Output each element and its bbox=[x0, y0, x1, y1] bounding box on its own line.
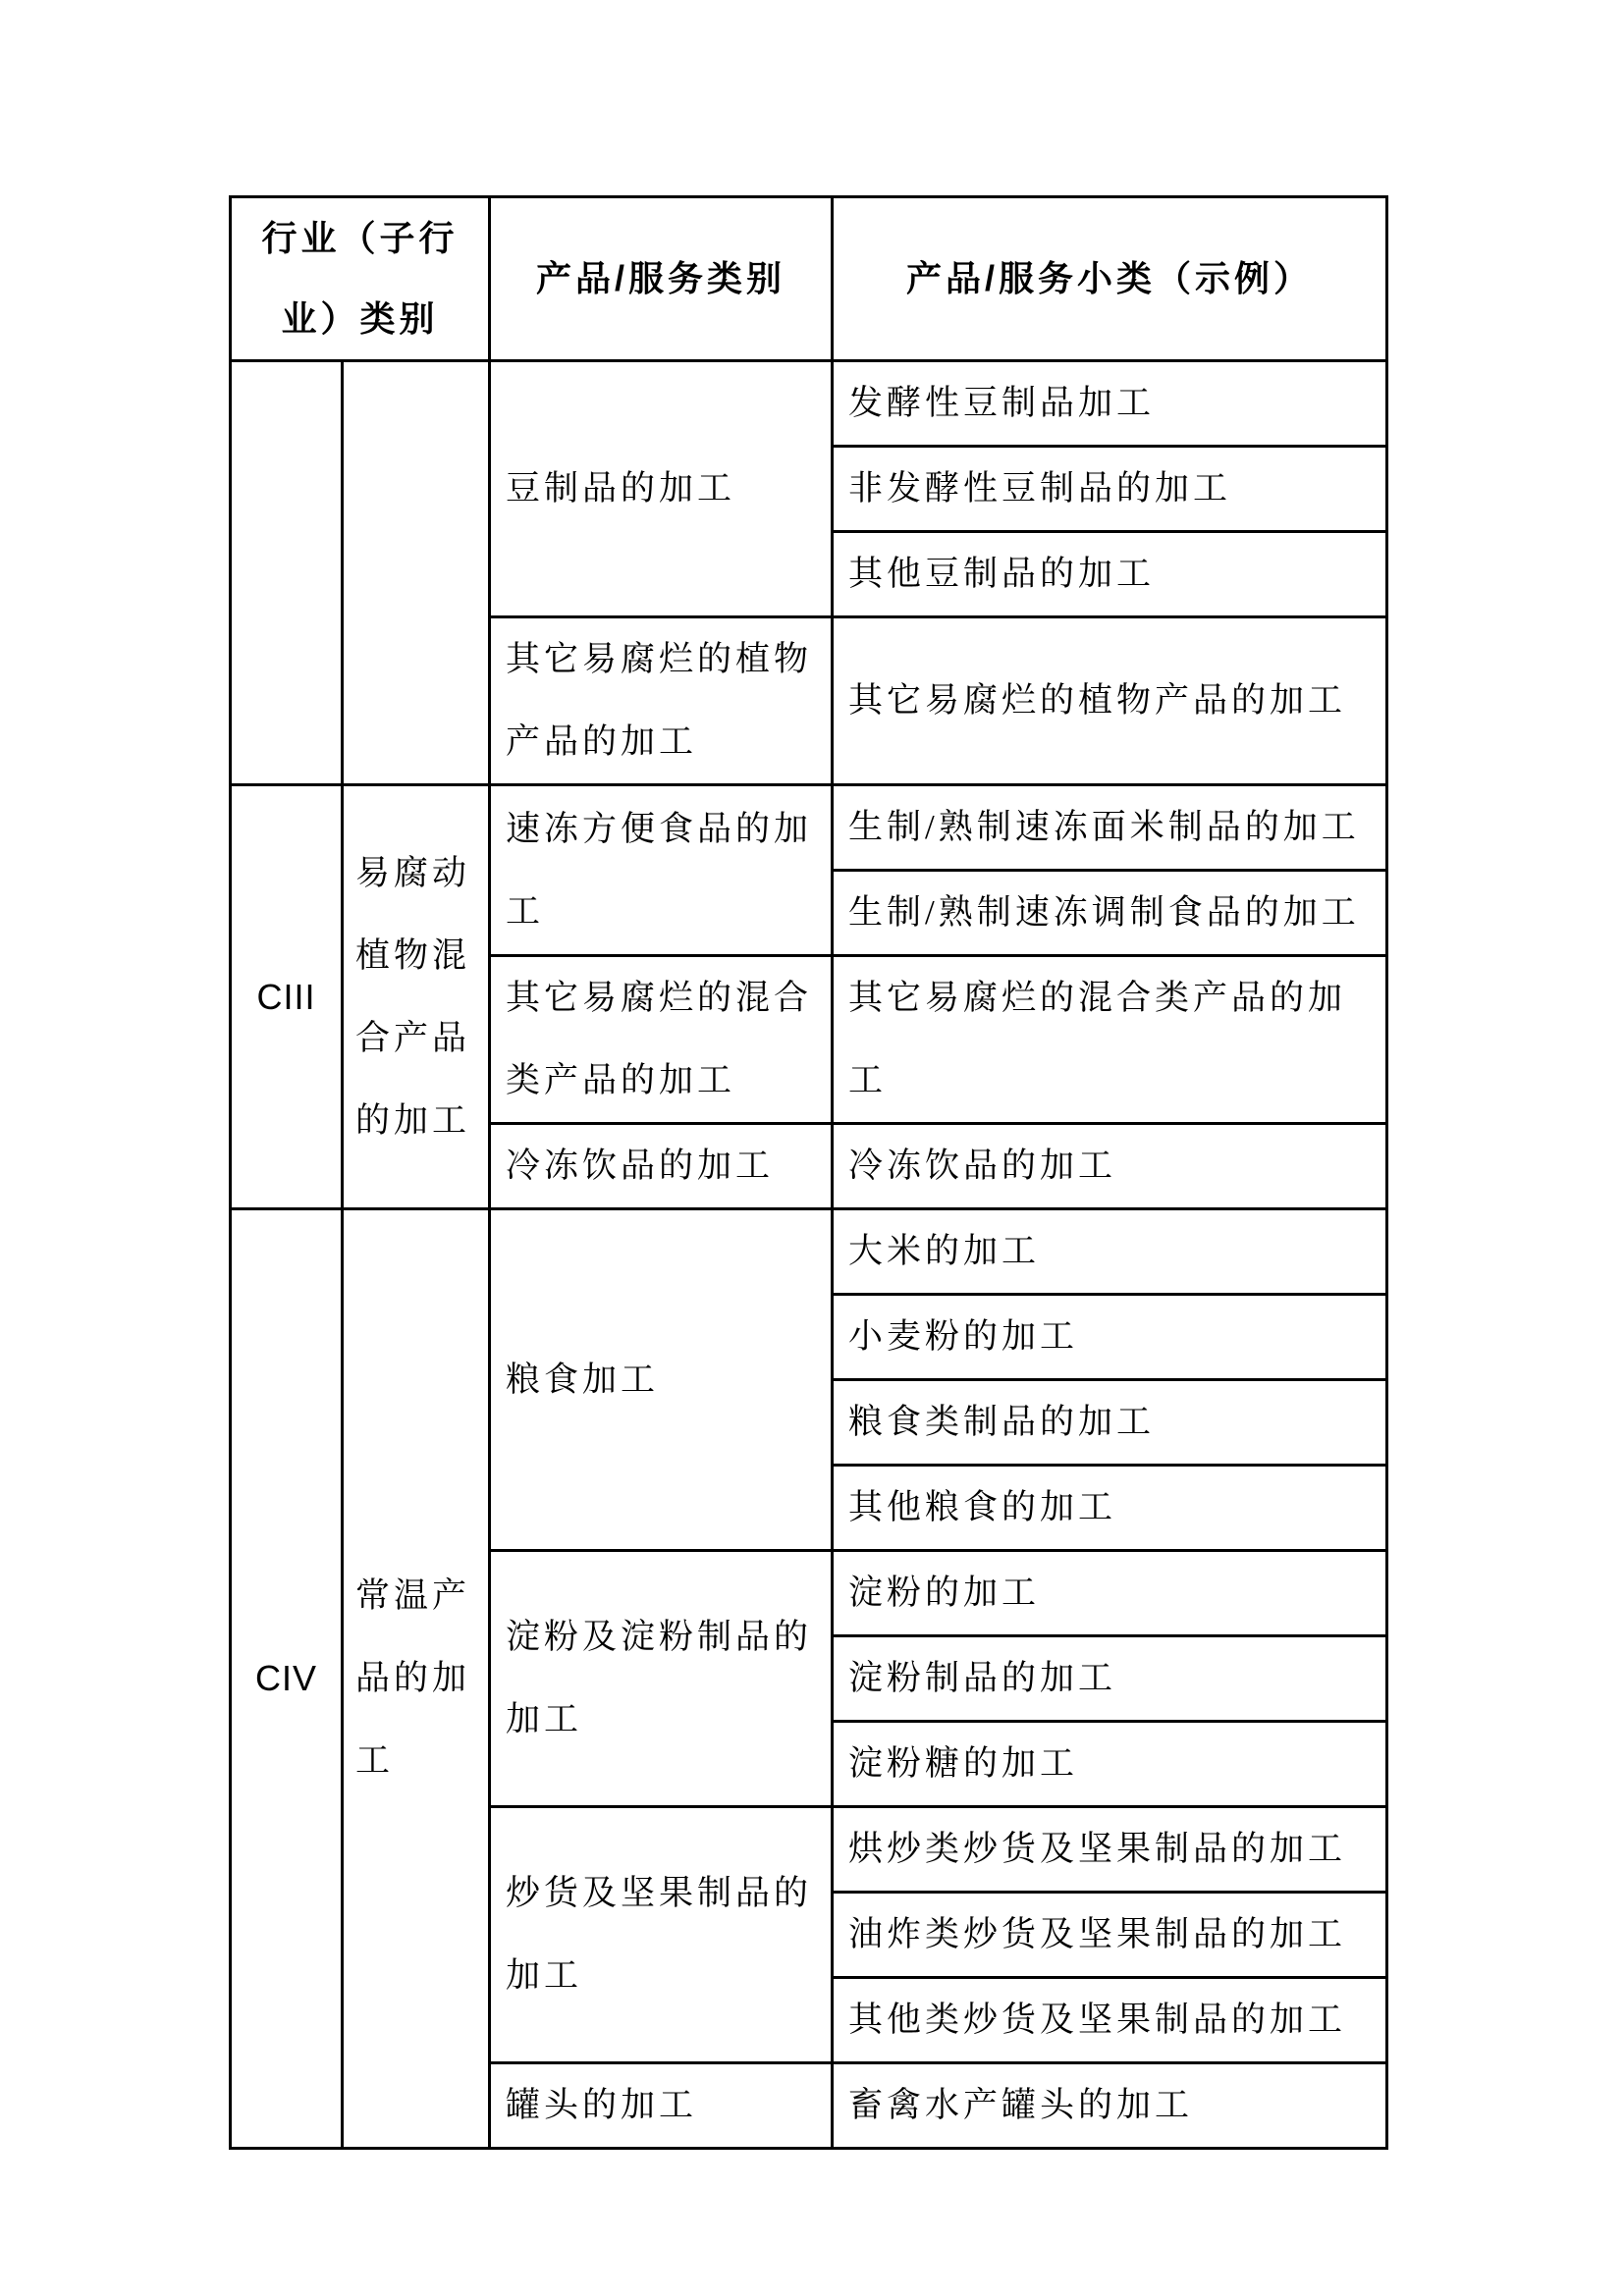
category-cell: 罐头的加工 bbox=[490, 2063, 833, 2149]
table-row bbox=[231, 361, 1387, 447]
subcategory-cell: 其他豆制品的加工 bbox=[833, 532, 1387, 617]
subcategory-cell: 其他粮食的加工 bbox=[833, 1466, 1387, 1551]
subcategory-cell: 冷冻饮品的加工 bbox=[833, 1124, 1387, 1209]
industry-code-cell-empty bbox=[231, 361, 343, 785]
subcategory-cell: 淀粉糖的加工 bbox=[833, 1722, 1387, 1807]
category-cell: 其它易腐烂的植物产品的加工 bbox=[490, 617, 833, 785]
subcategory-cell: 其它易腐烂的混合类产品的加工 bbox=[833, 956, 1387, 1124]
header-product-service-category: 产品/服务类别 bbox=[490, 197, 833, 361]
subcategory-cell: 小麦粉的加工 bbox=[833, 1295, 1387, 1380]
category-cell: 豆制品的加工 bbox=[490, 361, 833, 617]
subcategory-cell: 生制/熟制速冻面米制品的加工 bbox=[833, 785, 1387, 871]
category-cell: 其它易腐烂的混合类产品的加工 bbox=[490, 956, 833, 1124]
subcategory-cell: 其它易腐烂的植物产品的加工 bbox=[833, 617, 1387, 785]
header-product-service-subcategory: 产品/服务小类（示例） bbox=[833, 197, 1387, 361]
subcategory-cell: 粮食类制品的加工 bbox=[833, 1380, 1387, 1466]
industry-name-cell-civ: 常温产品的加工 bbox=[343, 1209, 490, 2149]
subcategory-cell: 大米的加工 bbox=[833, 1209, 1387, 1295]
industry-name-cell-empty bbox=[343, 361, 490, 785]
subcategory-cell: 其他类炒货及坚果制品的加工 bbox=[833, 1978, 1387, 2063]
subcategory-cell: 淀粉的加工 bbox=[833, 1551, 1387, 1636]
subcategory-cell: 发酵性豆制品加工 bbox=[833, 361, 1387, 447]
industry-code-cell-civ: CIV bbox=[231, 1209, 343, 2149]
table-row bbox=[231, 1209, 1387, 1295]
category-cell: 淀粉及淀粉制品的加工 bbox=[490, 1551, 833, 1807]
subcategory-cell: 非发酵性豆制品的加工 bbox=[833, 447, 1387, 532]
category-cell: 冷冻饮品的加工 bbox=[490, 1124, 833, 1209]
subcategory-cell: 淀粉制品的加工 bbox=[833, 1636, 1387, 1722]
industry-code-cell-ciii: CIII bbox=[231, 785, 343, 1209]
header-industry-category: 行业（子行业）类别 bbox=[231, 197, 490, 361]
category-cell: 速冻方便食品的加工 bbox=[490, 785, 833, 956]
category-cell: 粮食加工 bbox=[490, 1209, 833, 1551]
category-cell: 炒货及坚果制品的加工 bbox=[490, 1807, 833, 2063]
table-row bbox=[231, 785, 1387, 871]
subcategory-cell: 生制/熟制速冻调制食品的加工 bbox=[833, 871, 1387, 956]
subcategory-cell: 烘炒类炒货及坚果制品的加工 bbox=[833, 1807, 1387, 1893]
subcategory-cell: 畜禽水产罐头的加工 bbox=[833, 2063, 1387, 2149]
industry-name-cell-ciii: 易腐动植物混合产品的加工 bbox=[343, 785, 490, 1209]
classification-table bbox=[229, 195, 1388, 2150]
subcategory-cell: 油炸类炒货及坚果制品的加工 bbox=[833, 1893, 1387, 1978]
table-header-row bbox=[231, 197, 1387, 361]
